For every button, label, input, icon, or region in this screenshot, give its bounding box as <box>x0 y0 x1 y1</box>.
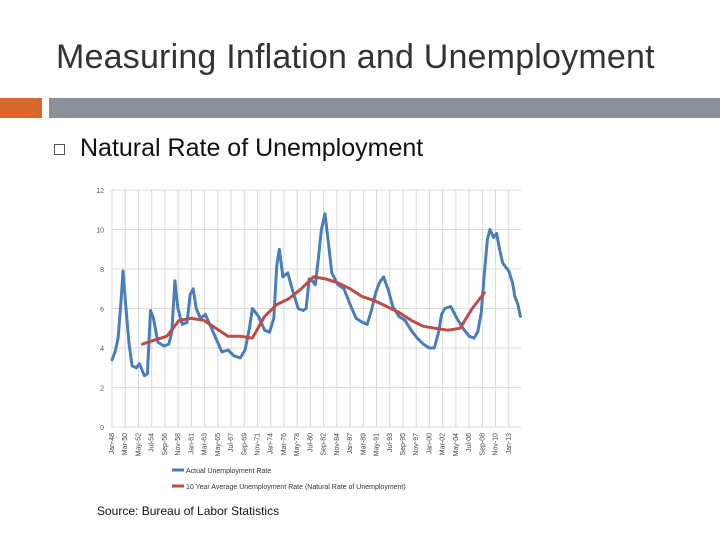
x-tick-label: Mar-89 <box>360 433 368 456</box>
legend-label: 10 Year Average Unemployment Rate (Natural Rate of Unemployment) <box>186 484 406 491</box>
y-axis-ticks <box>96 188 104 432</box>
x-tick-label: Jul-06 <box>466 433 474 453</box>
x-tick-label: Nov-10 <box>492 433 500 456</box>
y-tick-label: 10 <box>96 227 104 235</box>
x-tick-label: May-78 <box>294 433 302 457</box>
x-tick-label: Nov-58 <box>175 433 183 456</box>
slide-title: Measuring Inflation and Unemployment <box>56 38 655 76</box>
y-tick-label: 2 <box>100 385 104 393</box>
y-tick-label: 0 <box>100 425 104 432</box>
x-tick-label: Sep-95 <box>399 433 407 456</box>
x-tick-label: Nov-97 <box>413 433 421 456</box>
x-tick-label: Sep-56 <box>161 433 169 456</box>
legend-label: Actual Unemployment Rate <box>186 468 272 475</box>
x-tick-label: May-91 <box>373 433 381 457</box>
x-tick-label: May-65 <box>214 433 222 457</box>
x-tick-label: Nov-71 <box>254 433 262 456</box>
accent-bar-gray <box>49 98 720 118</box>
x-tick-label: Mar-02 <box>439 433 447 456</box>
chart-legend <box>172 468 406 491</box>
y-tick-label: 8 <box>100 267 104 274</box>
x-tick-label: Jan-13 <box>505 433 513 455</box>
x-tick-label: Jul-93 <box>386 433 394 453</box>
x-tick-label: Mar-63 <box>201 433 209 456</box>
unemployment-chart <box>88 180 533 498</box>
x-tick-label: Jan-74 <box>267 433 275 455</box>
x-tick-label: Jul-54 <box>148 433 156 453</box>
x-tick-label: Mar-76 <box>280 433 288 456</box>
x-tick-label: Jul-67 <box>228 433 236 453</box>
source-note: Source: Bureau of Labor Statistics <box>97 504 280 518</box>
x-tick-label: Mar-50 <box>122 433 130 456</box>
x-tick-label: Jan-00 <box>426 433 434 455</box>
x-tick-label: May-52 <box>135 433 143 457</box>
y-tick-label: 12 <box>96 188 104 195</box>
x-tick-label: Nov-84 <box>333 433 341 456</box>
x-tick-label: Sep-69 <box>241 433 249 456</box>
bullet-text: Natural Rate of Unemployment <box>80 134 424 162</box>
series-line-natural <box>143 277 485 344</box>
x-tick-label: Jan-48 <box>109 433 116 455</box>
y-tick-label: 6 <box>100 306 104 314</box>
x-tick-label: Sep-08 <box>479 433 487 456</box>
x-tick-label: Jul-80 <box>307 433 315 453</box>
series-line-actual <box>112 214 520 376</box>
chart-series <box>112 214 520 376</box>
square-bullet-icon <box>54 144 65 155</box>
x-tick-label: Sep-82 <box>320 433 328 456</box>
x-tick-label: Jan-61 <box>188 433 196 455</box>
x-tick-label: May-04 <box>452 433 460 457</box>
x-tick-label: Jan-87 <box>347 433 355 455</box>
x-axis-ticks <box>109 433 513 456</box>
y-tick-label: 4 <box>100 346 104 353</box>
accent-bar-orange <box>0 98 42 118</box>
